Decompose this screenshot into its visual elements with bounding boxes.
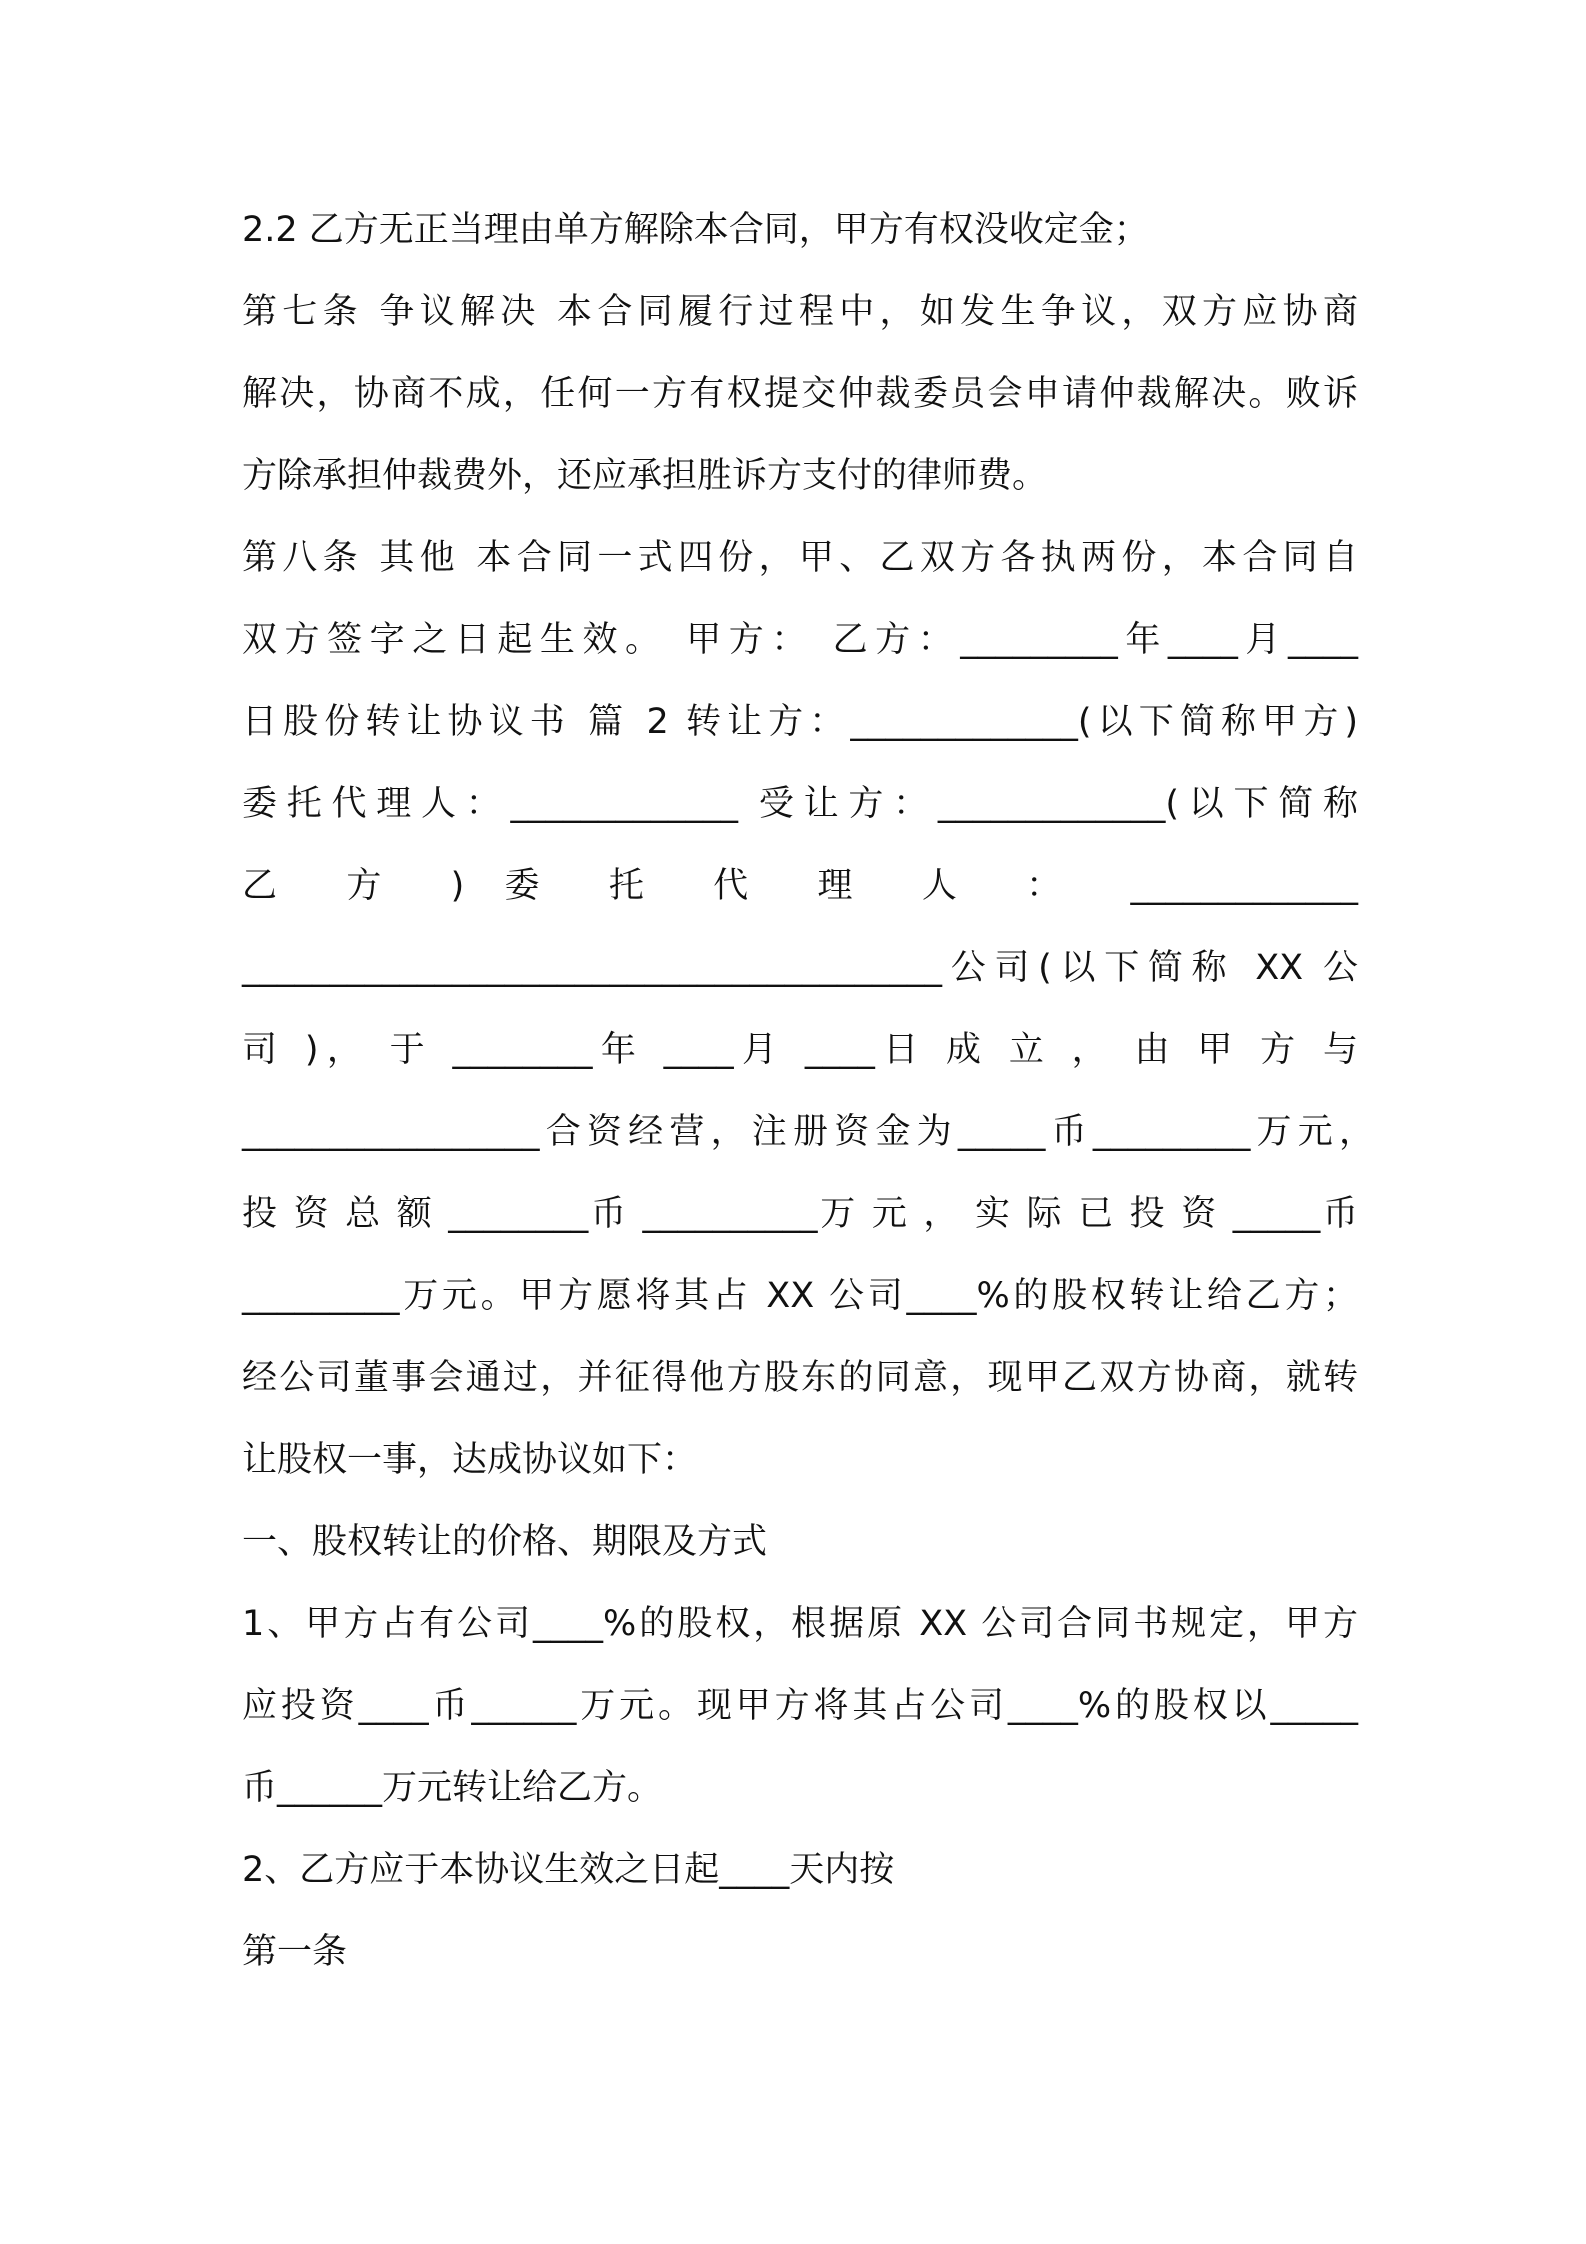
text-line-14: _________万元。甲方愿将其占 XX 公司____%的股权转让给乙方； xyxy=(242,1276,1358,1316)
text-line-21: 2、乙方应于本协议生效之日起____天内按 xyxy=(242,1850,895,1890)
text-line-22: 第一条 xyxy=(242,1932,348,1972)
text-line-7: 日股份转让协议书 篇 2 转让方：_____________(以下简称甲方) xyxy=(242,702,1358,742)
text-line-1: 2.2 乙方无正当理由单方解除本合同，甲方有权没收定金； xyxy=(242,210,1149,250)
text-line-2: 第七条 争议解决 本合同履行过程中，如发生争议，双方应协商 xyxy=(242,292,1358,332)
text-line-4: 方除承担仲裁费外，还应承担胜诉方支付的律师费。 xyxy=(242,456,1048,496)
text-line-13: 投 资 总 额 ________币 __________万 元 ， 实 际 已 投 资 _____币 xyxy=(242,1194,1358,1234)
text-line-18: 1、甲方占有公司____%的股权，根据原 XX 公司合同书规定，甲方 xyxy=(242,1604,1358,1644)
text-line-5: 第八条 其他 本合同一式四份，甲、乙双方各执两份，本合同自 xyxy=(242,538,1358,578)
text-line-17: 一、股权转让的价格、期限及方式 xyxy=(242,1522,768,1562)
text-line-15: 经公司董事会通过，并征得他方股东的同意，现甲乙双方协商，就转 xyxy=(242,1358,1358,1398)
text-line-19: 应投资____币______万元。现甲方将其占公司____%的股权以_____ xyxy=(242,1686,1358,1726)
text-line-6: 双方签字之日起生效。 甲方： 乙方：_________年____月____ xyxy=(242,620,1358,660)
text-line-12: _________________合资经营，注册资金为_____币_________万元， xyxy=(242,1112,1374,1152)
text-line-20: 币______万元转让给乙方。 xyxy=(242,1768,663,1808)
text-line-8: 委托代理人：_____________ 受让方：_____________(以下简称 xyxy=(242,784,1358,824)
text-line-10: ________________________________________公司(以下简称 XX 公 xyxy=(242,948,1358,988)
text-line-9: 乙 方 ) 委 托 代 理 人 ： _____________ xyxy=(242,866,1358,906)
text-line-16: 让股权一事，达成协议如下： xyxy=(242,1440,698,1480)
text-line-11: 司 )， 于 ________年 ____月 ____日 成 立 ， 由 甲 方 与 xyxy=(242,1030,1358,1070)
text-line-3: 解决，协商不成，任何一方有权提交仲裁委员会申请仲裁解决。败诉 xyxy=(242,374,1358,414)
